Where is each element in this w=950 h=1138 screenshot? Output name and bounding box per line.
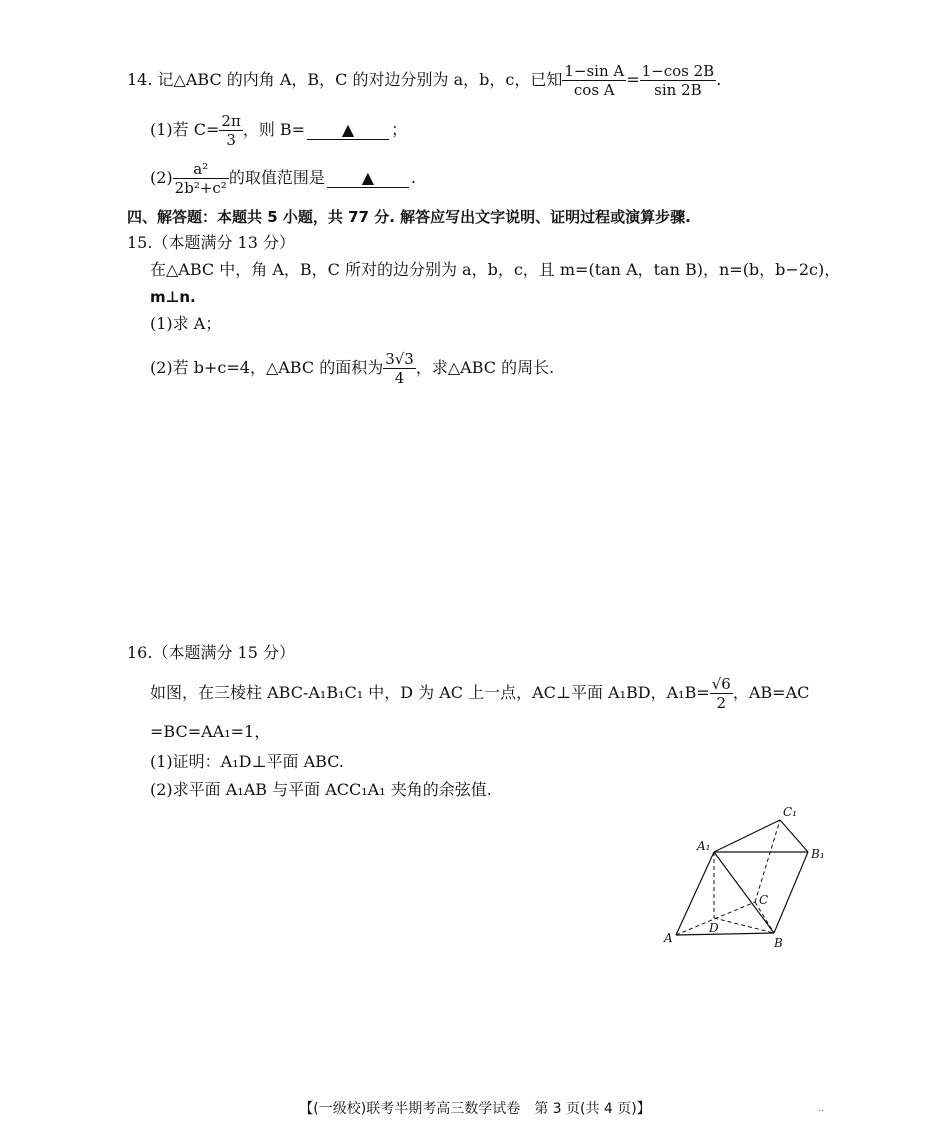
q15-line2: m⊥n. [150, 288, 196, 306]
triangle-mark-icon: ▲ [341, 120, 355, 139]
triangle-mark-icon: ▲ [361, 168, 374, 187]
q14-p2-fraction: $\frac{\text{a²}}{\text{2b²+c²}}$ [174, 160, 227, 197]
q14-stem: 14. 记△ABC 的内角 A，B，C 的对边分别为 a，b，c，已知 $\frac{\text{1−sin A}}{\text{cos A}}$ = $\frac{1-\cos 2B}{\sin 2B}$ . [127, 62, 722, 99]
q16-part2: (2)求平面 A₁AB 与平面 ACC₁A₁ 夹角的余弦值. [150, 780, 492, 799]
q15-part1: (1)求 A； [150, 314, 222, 333]
label-B1: B₁ [811, 847, 825, 861]
section-heading: 四、解答题：本题共 5 小题，共 77 分. 解答应写出文字说明、证明过程或演算步骤. [127, 208, 691, 226]
edge-B1-B [774, 852, 808, 933]
label-D: D [709, 921, 719, 935]
q15-p2-fraction: $\frac{3√3}{4}$ [385, 350, 414, 387]
edge-A-B [676, 933, 774, 935]
label-A: A [664, 931, 673, 945]
page-footer: 【(一级校)联考半期考高三数学试卷 第 3 页(共 4 页)】 [299, 1101, 651, 1117]
q14-part2: (2) $\frac{\text{a²}}{\text{2b²+c²}}$ 的取值范围是 ▲ . [150, 160, 416, 197]
q14-p1-fraction: $\frac{2\pi}{3}$ [221, 112, 241, 149]
label-A1: A₁ [697, 839, 711, 853]
q16-part1: (1)证明：A₁D⊥平面 ABC. [150, 752, 344, 771]
label-C1: C₁ [783, 805, 797, 819]
q16-line2: =BC=AA₁=1， [150, 722, 271, 741]
edge-C-C1 [755, 820, 780, 902]
prism-figure [660, 800, 830, 960]
q15-line1: 在△ABC 中，角 A，B，C 所对的边分别为 a，b，c，且 m=(tan A，tan B)，n=(b，b−2c)， [150, 260, 841, 279]
q16-fraction: $\frac{√6}{2}$ [711, 675, 731, 712]
edge-C1-B1 [780, 820, 808, 852]
corner-mark: ·· [818, 1106, 825, 1117]
q14-fraction-2: $\frac{1-\cos 2B}{\sin 2B}$ [641, 62, 715, 99]
answer-blank-2 [327, 169, 409, 188]
answer-blank-1 [307, 121, 389, 140]
q15-title: 15.（本题满分 13 分） [127, 233, 295, 252]
label-C: C [759, 893, 769, 907]
q14-fraction-1: $\frac{\text{1−sin A}}{\text{cos A}}$ [564, 62, 625, 99]
label-B: B [774, 936, 783, 950]
q14-part1: (1)若 C= $\frac{2\pi}{3}$ ，则 B= ▲ ； [150, 112, 408, 149]
edge-A1-C1 [714, 820, 780, 852]
q15-part2: (2)若 b+c=4，△ABC 的面积为 $\frac{3√3}{4}$ ，求△ABC 的周长. [150, 350, 555, 387]
q16-line1: 如图，在三棱柱 ABC-A₁B₁C₁ 中，D 为 AC 上一点，AC⊥平面 A₁BD，A₁B= $\frac{√6}{2}$ ，AB=AC [150, 675, 810, 712]
q16-title: 16.（本题满分 15 分） [127, 643, 295, 662]
